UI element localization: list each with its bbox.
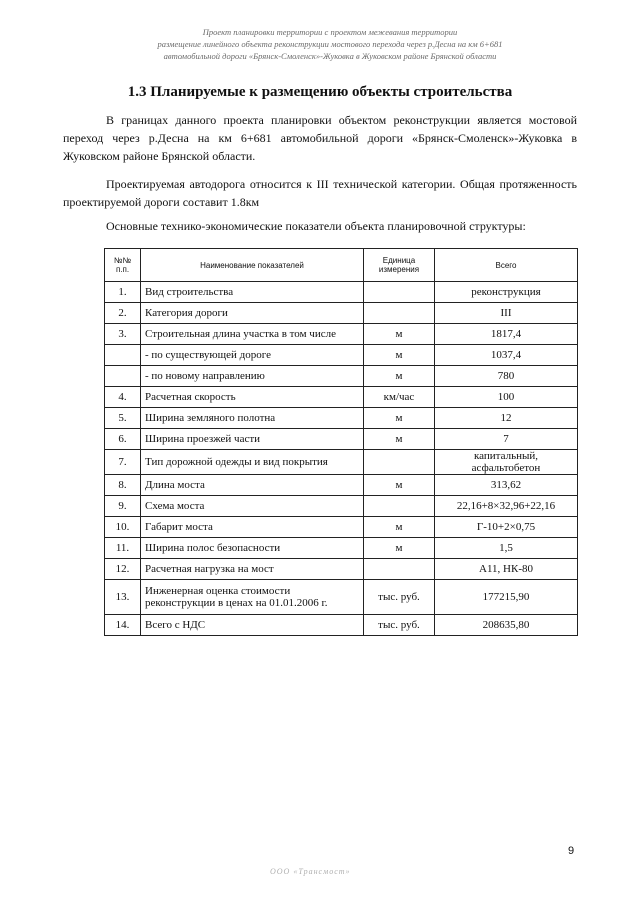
row-name: Всего с НДС: [141, 615, 364, 636]
row-name: Ширина земляного полотна: [141, 408, 364, 429]
row-number: 6.: [105, 429, 141, 450]
header-line-2: размещение линейного объекта реконструкции мостового перехода через р.Десна на км 6+681: [157, 39, 503, 49]
table-row: [105, 408, 578, 429]
row-name: Инженерная оценка стоимости реконструкции в ценах на 01.01.2006 г.: [141, 580, 364, 615]
row-number: 14.: [105, 615, 141, 636]
row-unit: м: [364, 366, 435, 387]
table-row: [105, 303, 578, 324]
row-number: 10.: [105, 517, 141, 538]
row-name: Вид строительства: [141, 282, 364, 303]
table-row: [105, 475, 578, 496]
row-name: Расчетная нагрузка на мост: [141, 559, 364, 580]
row-name: - по новому направлению: [141, 366, 364, 387]
row-number: 11.: [105, 538, 141, 559]
row-number: 2.: [105, 303, 141, 324]
row-total: реконструкция: [435, 282, 578, 303]
row-unit: тыс. руб.: [364, 615, 435, 636]
row-unit: [364, 303, 435, 324]
row-unit: [364, 496, 435, 517]
header-line-1: Проект планировки территории с проектом межевания территории: [202, 27, 458, 37]
row-total: 7: [435, 429, 578, 450]
table-row: [105, 538, 578, 559]
table-row: [105, 429, 578, 450]
row-name: Строительная длина участка в том числе: [141, 324, 364, 345]
row-unit: [364, 282, 435, 303]
table-row: [105, 559, 578, 580]
row-unit: [364, 450, 435, 475]
row-total: 1037,4: [435, 345, 578, 366]
paragraph-category: Проектируемая автодорога относится к III технической категории. Общая протяженность проектируемой дороги составит 1.8км: [63, 177, 577, 209]
table-row: [105, 450, 578, 475]
row-name: Длина моста: [141, 475, 364, 496]
row-name: - по существующей дороге: [141, 345, 364, 366]
row-total: капитальный, асфальтобетон: [435, 450, 578, 475]
table-caption: Основные технико-экономические показатели объекта планировочной структуры:: [106, 219, 526, 233]
table-row: [105, 517, 578, 538]
header-name: Наименование показателей: [141, 249, 364, 282]
row-number: 9.: [105, 496, 141, 517]
header-line-3: автомобильной дороги «Брянск-Смоленск»-Жуковка в Жуковском районе Брянской области: [163, 51, 497, 61]
table-row: [105, 366, 578, 387]
row-number: 5.: [105, 408, 141, 429]
row-total: 208635,80: [435, 615, 578, 636]
row-name: Ширина проезжей части: [141, 429, 364, 450]
row-name: Ширина полос безопасности: [141, 538, 364, 559]
row-number: 1.: [105, 282, 141, 303]
page-number: 9: [568, 845, 575, 857]
header-unit: Единица измерения: [364, 249, 435, 282]
table-row: [105, 615, 578, 636]
row-unit: м: [364, 324, 435, 345]
row-unit: км/час: [364, 387, 435, 408]
row-total: А11, НК-80: [435, 559, 578, 580]
row-total: 313,62: [435, 475, 578, 496]
indicators-table: [104, 248, 578, 636]
row-number: 12.: [105, 559, 141, 580]
table-row: [105, 496, 578, 517]
row-number: [105, 345, 141, 366]
row-name: Расчетная скорость: [141, 387, 364, 408]
row-unit: м: [364, 517, 435, 538]
footer-stamp: ООО «Трансмост»: [270, 867, 351, 876]
row-number: [105, 366, 141, 387]
table-row: [105, 387, 578, 408]
table-row: [105, 282, 578, 303]
table-header-row: [105, 249, 578, 282]
table-row: [105, 324, 578, 345]
row-unit: м: [364, 345, 435, 366]
row-total: III: [435, 303, 578, 324]
row-total: 100: [435, 387, 578, 408]
section-title: 1.3 Планируемые к размещению объекты строительства: [127, 84, 513, 100]
row-unit: м: [364, 429, 435, 450]
row-name: Схема моста: [141, 496, 364, 517]
row-name: Категория дороги: [141, 303, 364, 324]
table-body: [105, 282, 578, 636]
row-number: 3.: [105, 324, 141, 345]
header-number: №№ п.п.: [105, 249, 141, 282]
row-total: 22,16+8×32,96+22,16: [435, 496, 578, 517]
row-total: Г-10+2×0,75: [435, 517, 578, 538]
table-row: [105, 580, 578, 615]
row-number: 4.: [105, 387, 141, 408]
row-total: 12: [435, 408, 578, 429]
header-total: Всего: [435, 249, 578, 282]
row-unit: м: [364, 538, 435, 559]
row-name: Тип дорожной одежды и вид покрытия: [141, 450, 364, 475]
paragraph-intro: В границах данного проекта планировки объектом реконструкции является мостовой переход через р.Десна на км 6+681 автомобильной дороги «Брянск-Смоленск»-Жуковка в Жуковском районе Брянской области.: [63, 113, 577, 163]
row-number: 13.: [105, 580, 141, 615]
row-number: 7.: [105, 450, 141, 475]
row-total: 780: [435, 366, 578, 387]
row-number: 8.: [105, 475, 141, 496]
row-unit: [364, 559, 435, 580]
row-unit: тыс. руб.: [364, 580, 435, 615]
row-total: 1817,4: [435, 324, 578, 345]
row-total: 1,5: [435, 538, 578, 559]
row-name: Габарит моста: [141, 517, 364, 538]
row-unit: м: [364, 475, 435, 496]
row-unit: м: [364, 408, 435, 429]
row-total: 177215,90: [435, 580, 578, 615]
running-header: [80, 26, 580, 62]
table-row: [105, 345, 578, 366]
